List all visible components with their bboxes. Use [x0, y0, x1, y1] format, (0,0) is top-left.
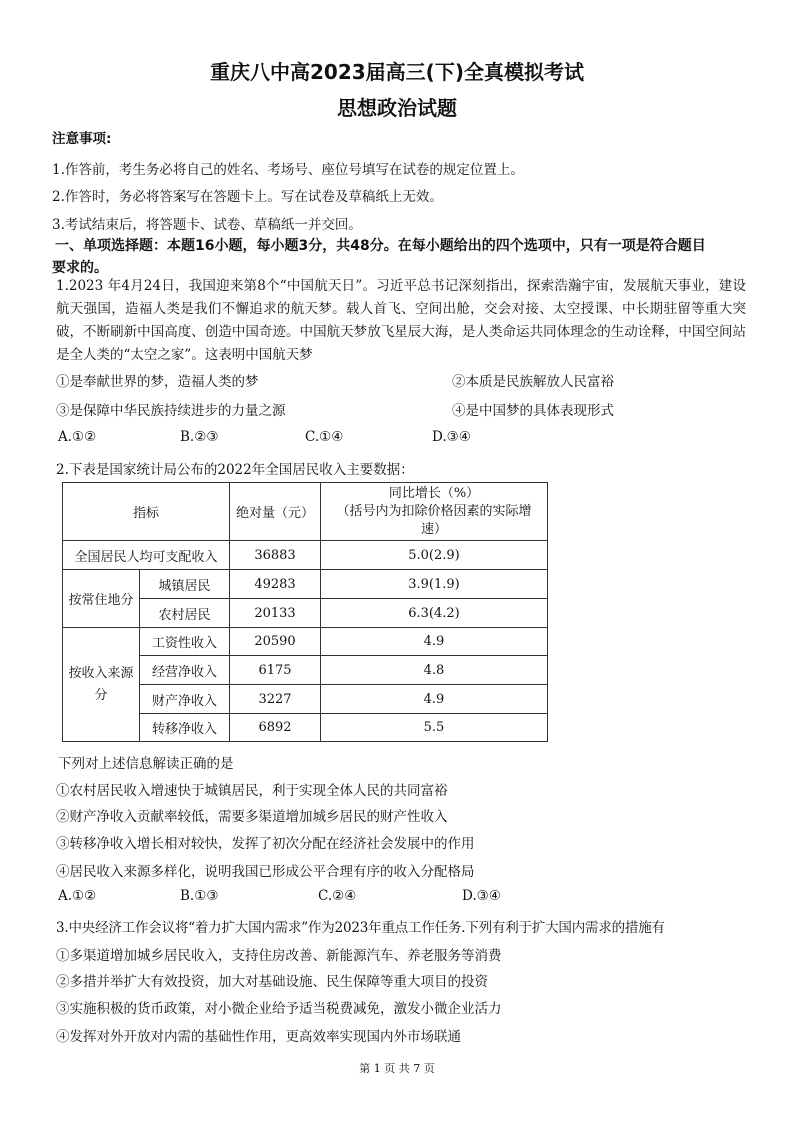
cell-growth: 6.3(4.2)	[321, 599, 548, 628]
cell-abs: 36883	[230, 541, 321, 570]
page-title: 重庆八中高2023届高三(下)全真模拟考试	[210, 60, 584, 84]
section-heading-line2: 要求的。	[52, 260, 108, 276]
q2-choice: C.②④	[318, 888, 357, 904]
header-growth-line: 同比增长（%）	[388, 485, 480, 501]
table-row	[63, 541, 548, 570]
row-label: 经营净收入	[140, 656, 230, 685]
income-table	[62, 482, 548, 742]
cell-growth: 4.9	[321, 628, 548, 656]
group-label	[63, 628, 140, 742]
q3-stem: 3.中央经济工作会议将“着力扩大国内需求”作为2023年重点工作任务.下列有利于扩大国内需求的措施有	[56, 920, 665, 936]
q3-option: ①多渠道增加城乡居民收入，支持住房改善、新能源汽车、养老服务等消费	[56, 948, 502, 964]
row-label: 财产净收入	[140, 685, 230, 714]
notice-heading: 注意事项:	[52, 131, 112, 147]
header-cell	[321, 483, 548, 541]
notice-item: 2.作答时，务必将答案写在答题卡上。写在试卷及草稿纸上无效。	[52, 189, 443, 205]
q1-option: ②本质是民族解放人民富裕	[452, 374, 614, 390]
cell-growth: 5.5	[321, 714, 548, 742]
cell-abs: 49283	[230, 570, 321, 599]
header-cell: 绝对量（元）	[230, 483, 321, 541]
q1-choice: C.①④	[305, 429, 344, 445]
q1-option: ①是奉献世界的梦，造福人类的梦	[56, 374, 259, 390]
group-label: 按常住地分	[63, 570, 140, 628]
section-heading-line1: 一、单项选择题：本题16小题，每小题3分，共48分。在每小题给出的四个选项中，只有一项是符合题目	[55, 238, 706, 254]
group-label-line: 分	[94, 687, 108, 703]
row-label: 转移净收入	[140, 714, 230, 742]
group-label-line: 按收入来源	[68, 665, 134, 681]
q2-option: ①农村居民收入增速快于城镇居民，利于实现全体人民的共同富裕	[56, 783, 448, 799]
q1-choice: A.①②	[58, 429, 97, 445]
q2-choice: B.①③	[180, 888, 219, 904]
q2-option: ③转移净收入增长相对较快，发挥了初次分配在经济社会发展中的作用	[56, 836, 475, 852]
q1-choice: D.③④	[432, 429, 471, 445]
q1-option: ③是保障中华民族持续进步的力量之源	[56, 403, 286, 419]
q1-option: ④是中国梦的具体表现形式	[452, 403, 614, 419]
q2-option: ②财产净收入贡献率较低，需要多渠道增加城乡居民的财产性收入	[56, 809, 448, 825]
cell-abs: 6892	[230, 714, 321, 742]
table-row	[63, 570, 548, 599]
q2-choice: D.③④	[462, 888, 501, 904]
page-footer: 第 1 页 共 7 页	[359, 1062, 435, 1075]
cell-abs: 3227	[230, 685, 321, 714]
q2-stem: 2.下表是国家统计局公布的2022年全国居民收入主要数据：	[56, 462, 414, 478]
header-cell: 指标	[63, 483, 230, 541]
q3-option: ④发挥对外开放对内需的基础性作用，更高效率实现国内外市场联通	[56, 1029, 461, 1045]
q2-choice: A.①②	[58, 888, 97, 904]
table-row	[63, 628, 548, 656]
q3-option: ②多措并举扩大有效投资，加大对基础设施、民生保障等重大项目的投资	[56, 974, 488, 990]
row-label: 全国居民人均可支配收入	[63, 541, 230, 570]
notice-item: 3.考试结束后，将答题卡、试卷、草稿纸一并交回。	[52, 217, 362, 233]
page-subtitle: 思想政治试题	[337, 96, 457, 120]
q1-stem: 1.2023 年4月24日，我国迎来第8个“中国航天日”。习近平总书记深刻指出，探索浩瀚宇宙，发展航天事业，建设航天强国，造福人类是我们不懈追求的航天梦。载人首飞、空间出舱，交会对接、太空授课、中长期驻留等重大突破，不断刷新中国高度、创造中国奇迹。中国航天梦放飞星辰大海，是人类命运共同体理念的生动诠释，中国空间站是全人类的“太空之家”。这表明中国航天梦	[56, 278, 746, 363]
header-growth-line: （括号内为扣除价格因素的实际增	[336, 503, 532, 519]
header-growth-line: 速）	[420, 521, 447, 537]
cell-abs: 6175	[230, 656, 321, 685]
q2-option: ④居民收入来源多样化，说明我国已形成公平合理有序的收入分配格局	[56, 864, 475, 880]
cell-growth: 4.8	[321, 656, 548, 685]
row-label: 农村居民	[140, 599, 230, 628]
cell-growth: 4.9	[321, 685, 548, 714]
cell-growth: 3.9(1.9)	[321, 570, 548, 599]
row-label: 城镇居民	[140, 570, 230, 599]
q3-option: ③实施积极的货币政策，对小微企业给予适当税费减免，激发小微企业活力	[56, 1001, 502, 1017]
q2-prompt: 下列对上述信息解读正确的是	[58, 756, 234, 772]
q1-choice: B.②③	[180, 429, 219, 445]
row-label: 工资性收入	[140, 628, 230, 656]
table-header-row	[63, 483, 548, 541]
cell-abs: 20133	[230, 599, 321, 628]
cell-growth: 5.0(2.9)	[321, 541, 548, 570]
cell-abs: 20590	[230, 628, 321, 656]
notice-item: 1.作答前，考生务必将自己的姓名、考场号、座位号填写在试卷的规定位置上。	[52, 162, 524, 178]
